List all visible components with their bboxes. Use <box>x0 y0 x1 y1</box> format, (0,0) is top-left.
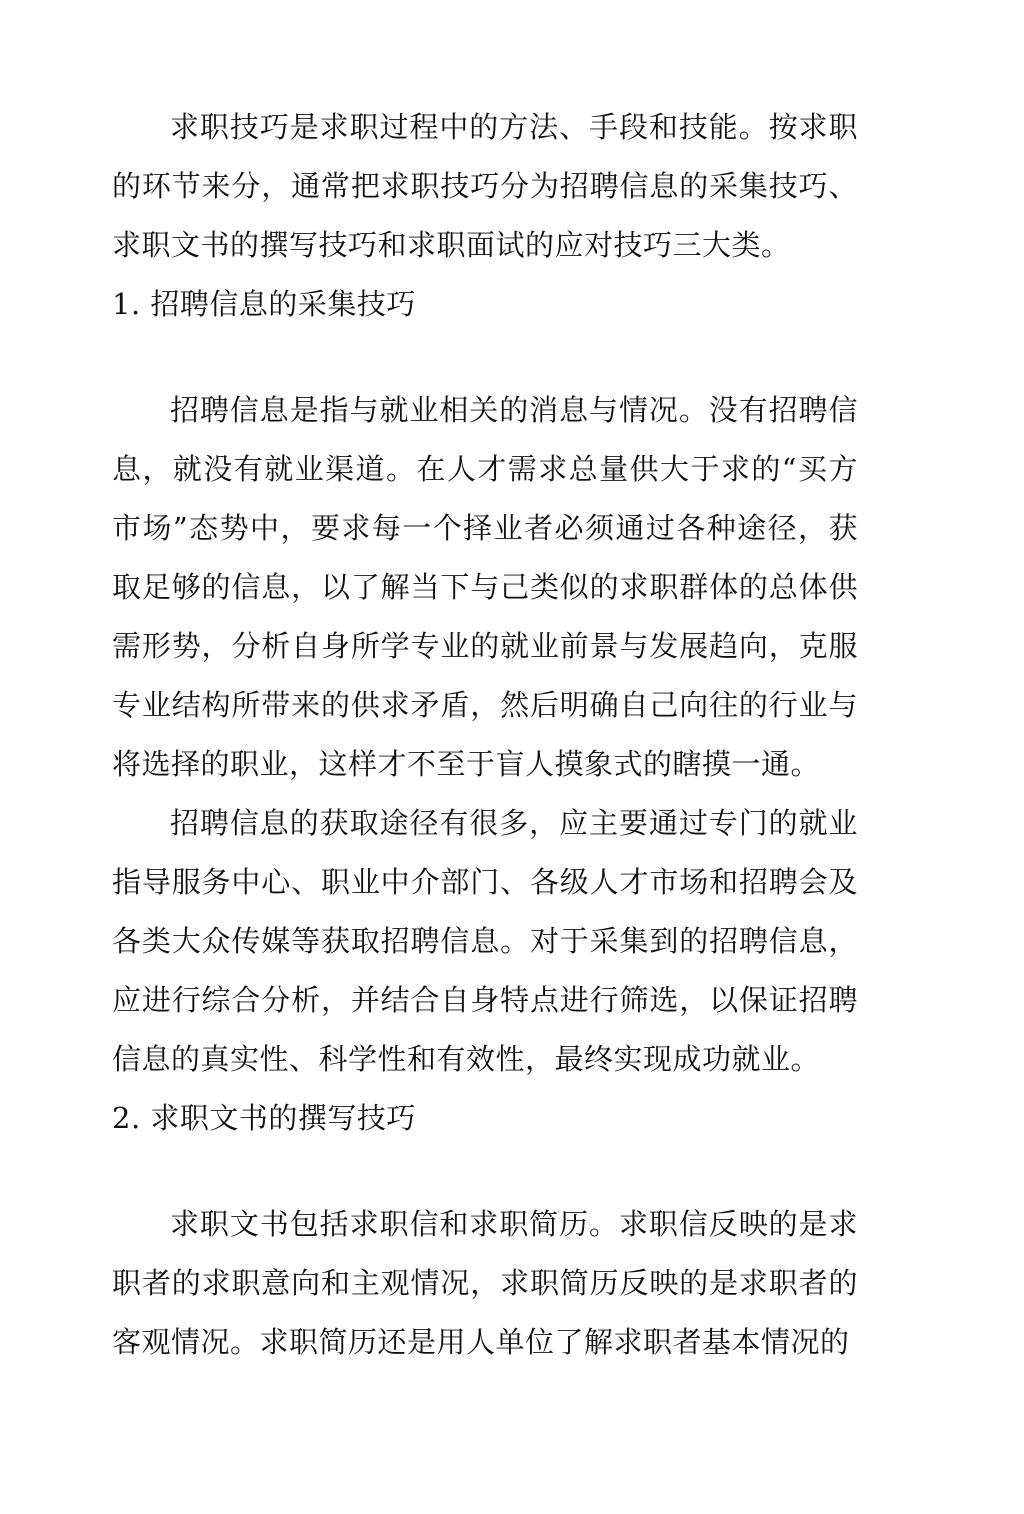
section-spacer <box>112 334 858 381</box>
section-spacer <box>112 1148 858 1195</box>
section1-paragraph-2: 招聘信息的获取途径有很多，应主要通过专门的就业指导服务中心、职业中介部门、各级人才市场和招聘会及各类大众传媒等获取招聘信息。对于采集到的招聘信息，应进行综合分析，并结合自身特点进行筛选，以保证招聘信息的真实性、科学性和有效性，最终实现成功就业。 <box>112 806 858 1076</box>
section-heading-1: 1. 招聘信息的采集技巧 <box>112 287 416 321</box>
section2-paragraph-1: 求职文书包括求职信和求职简历。求职信反映的是求职者的求职意向和主观情况，求职简历反映的是求职者的客观情况。求职简历还是用人单位了解求职者基本情况的 <box>112 1207 858 1359</box>
intro-paragraph: 求职技巧是求职过程中的方法、手段和技能。按求职的环节来分，通常把求职技巧分为招聘信息的采集技巧、求职文书的撰写技巧和求职面试的应对技巧三大类。 <box>112 110 858 262</box>
document-body <box>112 98 858 1372</box>
section1-paragraph-1: 招聘信息是指与就业相关的消息与情况。没有招聘信息，就没有就业渠道。在人才需求总量供大于求的“买方市场”态势中，要求每一个择业者必须通过各种途径，获取足够的信息，以了解当下与己类似的求职群体的总体供需形势，分析自身所学专业的就业前景与发展趋向，克服专业结构所带来的供求矛盾，然后明确自己向往的行业与将选择的职业，这样才不至于盲人摸象式的瞎摸一通。 <box>112 393 858 781</box>
section-heading-2: 2. 求职文书的撰写技巧 <box>112 1101 416 1135</box>
